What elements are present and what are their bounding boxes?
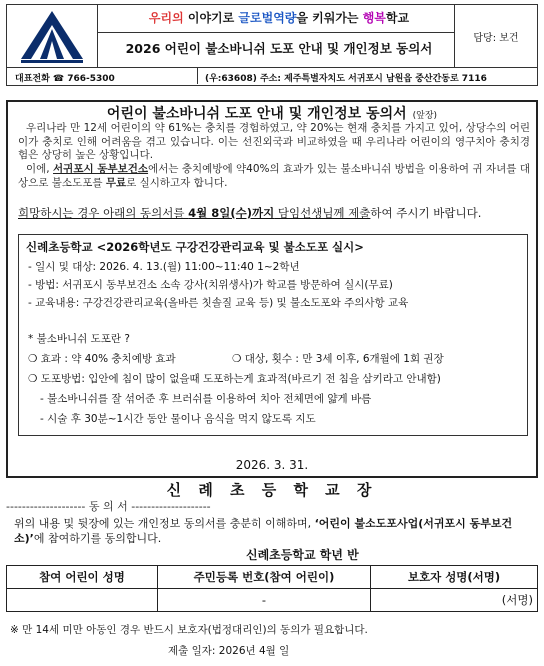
guardian-signature-field[interactable]: (서명): [371, 589, 538, 612]
contact-row: [6, 68, 538, 86]
child-name-field[interactable]: [7, 589, 158, 612]
notice-title: 어린이 불소바니쉬 도포 안내 및 개인정보 동의서 (앞장): [106, 106, 438, 122]
child-name-header: 참여 어린이 성명: [7, 566, 158, 589]
detail-schedule: - 일시 및 대상: 2026. 4. 13.(월) 11:00~11:40 1~2학년: [28, 261, 300, 273]
detail-target: ❍ 대상, 횟수 : 만 3세 이후, 6개월에 1회 권장: [232, 353, 444, 365]
school-address: (우:63608) 주소: 제주특별자치도 서귀포시 남원읍 중산간동로 7116: [205, 74, 487, 84]
detail-method: - 방법: 서귀포시 동부보건소 소속 강사(치위생사)가 학교를 방문하여 실시(무료): [28, 279, 393, 291]
varnish-heading: * 불소바니쉬 도포란 ?: [28, 333, 130, 345]
phone-number: 대표전화 ☎ 766-5300: [15, 74, 115, 84]
consent-table: [6, 565, 538, 612]
consent-divider: -------------------- 동 의 서 --------------------: [6, 500, 211, 513]
detail-aftercare: - 시술 후 30분~1시간 동안 물이나 음식을 먹지 않도록 지도: [40, 413, 316, 425]
program-paragraph: 이에, 서귀포시 동부보건소에서는 충치예방에 약40%의 효과가 있는 불소바니쉬 방법을 이용하여 귀 자녀를 대상으로 불소도포를 무료로 실시하고자 합니다.: [18, 163, 530, 189]
contact-divider: [197, 68, 198, 84]
table-header-row: [7, 566, 538, 589]
letterhead: [6, 4, 538, 68]
owner-label: 담당: 보건: [454, 5, 537, 67]
school-slogan: 우리의 이야기로 글로벌역량을 키워가는 행복학교: [148, 11, 410, 25]
header-divider: [97, 32, 455, 33]
submission-date-field[interactable]: 제출 일자: 2026년 4월 일: [168, 645, 290, 657]
notice-date: 2026. 3. 31.: [235, 458, 309, 472]
detail-application-step: - 불소바니쉬를 잘 섞어준 후 브러쉬를 이용하여 치아 전체면에 얇게 바름: [40, 393, 372, 405]
program-details-title: 신례초등학교 <2026학년도 구강건강관리교육 및 불소도포 실시>: [26, 240, 364, 254]
page-side-label: (앞장): [412, 111, 438, 121]
principal-signature: 신 례 초 등 학 교 장: [166, 481, 378, 499]
school-logo-icon: [7, 5, 97, 67]
guardian-header: 보호자 성명(서명): [371, 566, 538, 589]
header-title: 2026 어린이 불소바니쉬 도포 안내 및 개인정보 동의서: [125, 41, 433, 56]
submission-notice: 희망하시는 경우 아래의 동의서를 4월 8일(수)까지 담임선생님께 제출하여 주시기 바랍니다.: [18, 206, 482, 220]
detail-content: - 교육내용: 구강건강관리교육(올바른 칫솔질 교육 등) 및 불소도포와 주의사항 교육: [28, 297, 409, 309]
id-number-header: 주민등록 번호(참여 어린이): [158, 566, 371, 589]
table-row: [7, 589, 538, 612]
intro-paragraph: 우리나라 만 12세 어린이의 약 61%는 충치를 경험하였고, 약 20%는 현재 충치를 가지고 있어, 상당수의 어린이가 충치로 인해 어려움을 겪고 있습니다. 이는 선진외국과 비교하였을 때 우리나라 어린이의 영구치아 충치경험은 상당히 높은 상황입니다.: [18, 122, 530, 161]
consent-text: 위의 내용 및 뒷장에 있는 개인정보 동의서를 충분히 이해하며, ‘어린이 불소도포사업(서귀포시 동부보건소)’에 참여하기를 동의합니다.: [14, 517, 513, 545]
id-number-field[interactable]: -: [158, 589, 371, 612]
detail-effect: ❍ 효과 : 약 40% 충치예방 효과: [28, 353, 176, 365]
guardian-consent-note: ※ 만 14세 미만 아동인 경우 반드시 보호자(법정대리인)의 동의가 필요합니다.: [10, 624, 368, 636]
class-info: 신례초등학교 학년 반: [246, 548, 359, 562]
detail-application: ❍ 도포방법: 입안에 침이 많이 없을때 도포하는게 효과적(바르기 전 침을 삼키라고 안내함): [28, 373, 441, 385]
school-logo: [7, 5, 98, 67]
